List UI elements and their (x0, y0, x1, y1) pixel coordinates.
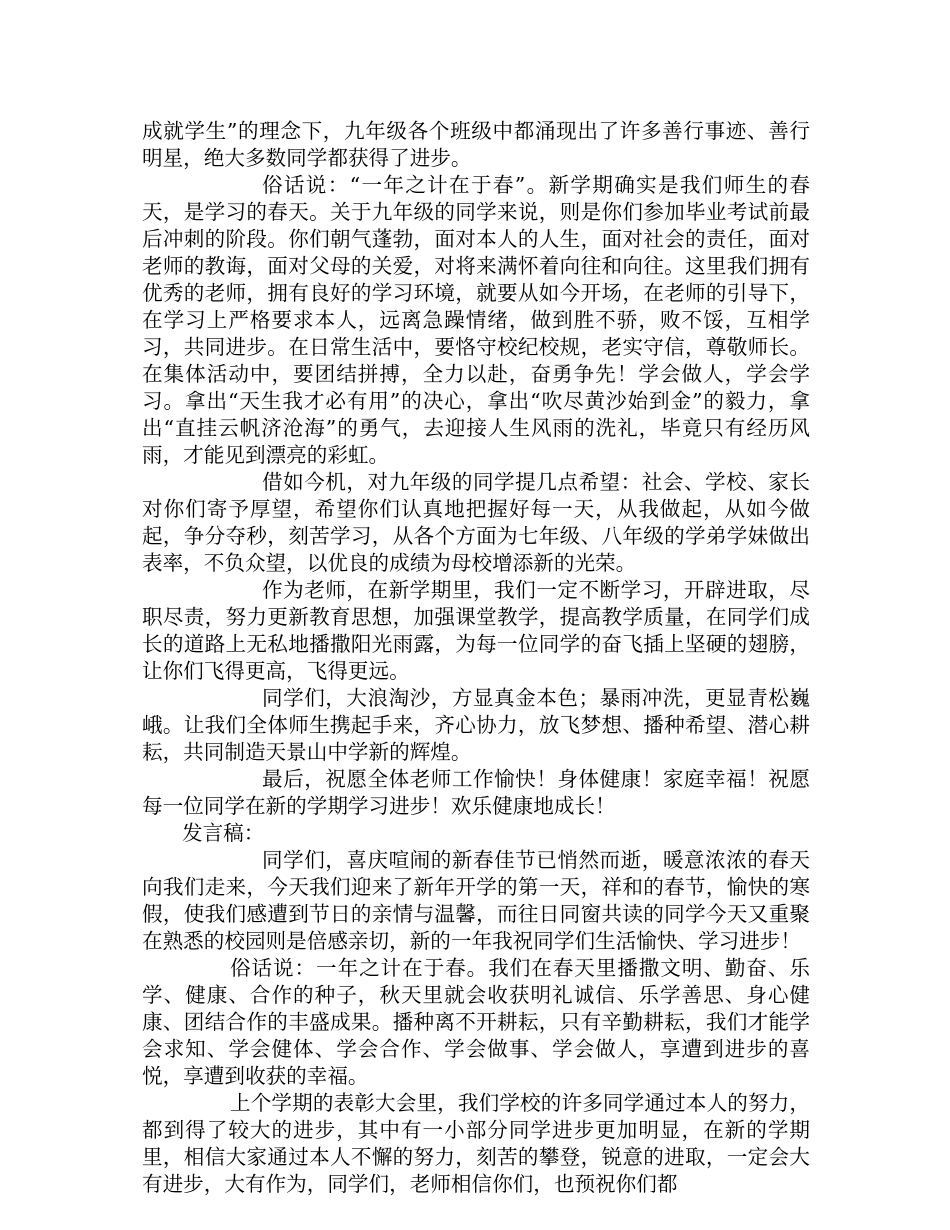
paragraph-1: 成就学生”的理念下，九年级各个班级中都涌现出了许多善行事迹、善行明星，绝大多数同学都获得了进步。 (142, 119, 810, 170)
paragraph-2: 俗话说：“一年之计在于春”。新学期确实是我们师生的春天，是学习的春天。关于九年级的同学来说，则是你们参加毕业考试前最后冲刺的阶段。你们朝气蓬勃，面对本人的人生，面对社会的责任，面对老师的教诲，面对父母的关爱，对将来满怀着向往和向往。这里我们拥有优秀的老师，拥有良好的学习环境，就要从如今开场，在老师的引导下，在学习上严格要求本人，远离急躁情绪，做到胜不骄，败不馁，互相学习，共同进步。在日常生活中，要恪守校纪校规，老实守信，尊敬师长。在集体活动中，要团结拼搏，全力以赴，奋勇争先！学会做人，学会学习。拿出“天生我才必有用”的决心，拿出“吹尽黄沙始到金”的毅力，拿出“直挂云帆济沧海”的勇气，去迎接人生风雨的洗礼，毕竟只有经历风雨，才能见到漂亮的彩虹。 (142, 173, 810, 467)
paragraph-3: 借如今机，对九年级的同学提几点希望：社会、学校、家长对你们寄予厚望，希望你们认真地把握好每一天，从我做起，从如今做起，争分夺秒，刻苦学习，从各个方面为七年级、八年级的学弟学妹做出表率，不负众望，以优良的成绩为母校增添新的光荣。 (142, 470, 810, 575)
paragraph-7: 同学们，喜庆喧闹的新春佳节已悄然而逝，暖意浓浓的春天向我们走来，今天我们迎来了新年开学的第一天，祥和的春节，愉快的寒假，使我们感遭到节日的亲情与温馨，而往日同窗共读的同学今天又重聚在熟悉的校园则是倍感亲切，新的一年我祝同学们生活愉快、学习进步！ (142, 848, 810, 953)
paragraph-9: 上个学期的表彰大会里，我们学校的许多同学通过本人的努力，都到得了较大的进步，其中有一小部分同学进步更加明显，在新的学期里，相信大家通过本人不懈的努力，刻苦的攀登，锐意的进取，一定会大有进步，大有作为，同学们，老师相信你们，也预祝你们都 (142, 1091, 810, 1196)
paragraph-5: 同学们，大浪淘沙，方显真金本色；暴雨冲洗，更显青松巍峨。让我们全体师生携起手来，齐心协力，放飞梦想、播种希望、潜心耕耘，共同制造天景山中学新的辉煌。 (142, 686, 810, 764)
section-heading-speech: 发言稿： (182, 821, 265, 845)
paragraph-6: 最后，祝愿全体老师工作愉快！身体健康！家庭幸福！祝愿每一位同学在新的学期学习进步！欢乐健康地成长！ (142, 767, 810, 818)
paragraph-4: 作为老师，在新学期里，我们一定不断学习，开辟进取，尽职尽责，努力更新教育思想，加强课堂教学，提高教学质量，在同学们成长的道路上无私地播撒阳光雨露，为每一位同学的奋飞插上坚硬的翅膀，让你们飞得更高，飞得更远。 (142, 578, 810, 683)
paragraph-8: 俗话说：一年之计在于春。我们在春天里播撒文明、勤奋、乐学、健康、合作的种子，秋天里就会收获明礼诚信、乐学善思、身心健康、团结合作的丰盛成果。播种离不开耕耘，只有辛勤耕耘，我们才能学会求知、学会健体、学会合作、学会做事、学会做人，享遭到进步的喜悦，享遭到收获的幸福。 (142, 956, 810, 1088)
document-body (142, 118, 810, 1198)
